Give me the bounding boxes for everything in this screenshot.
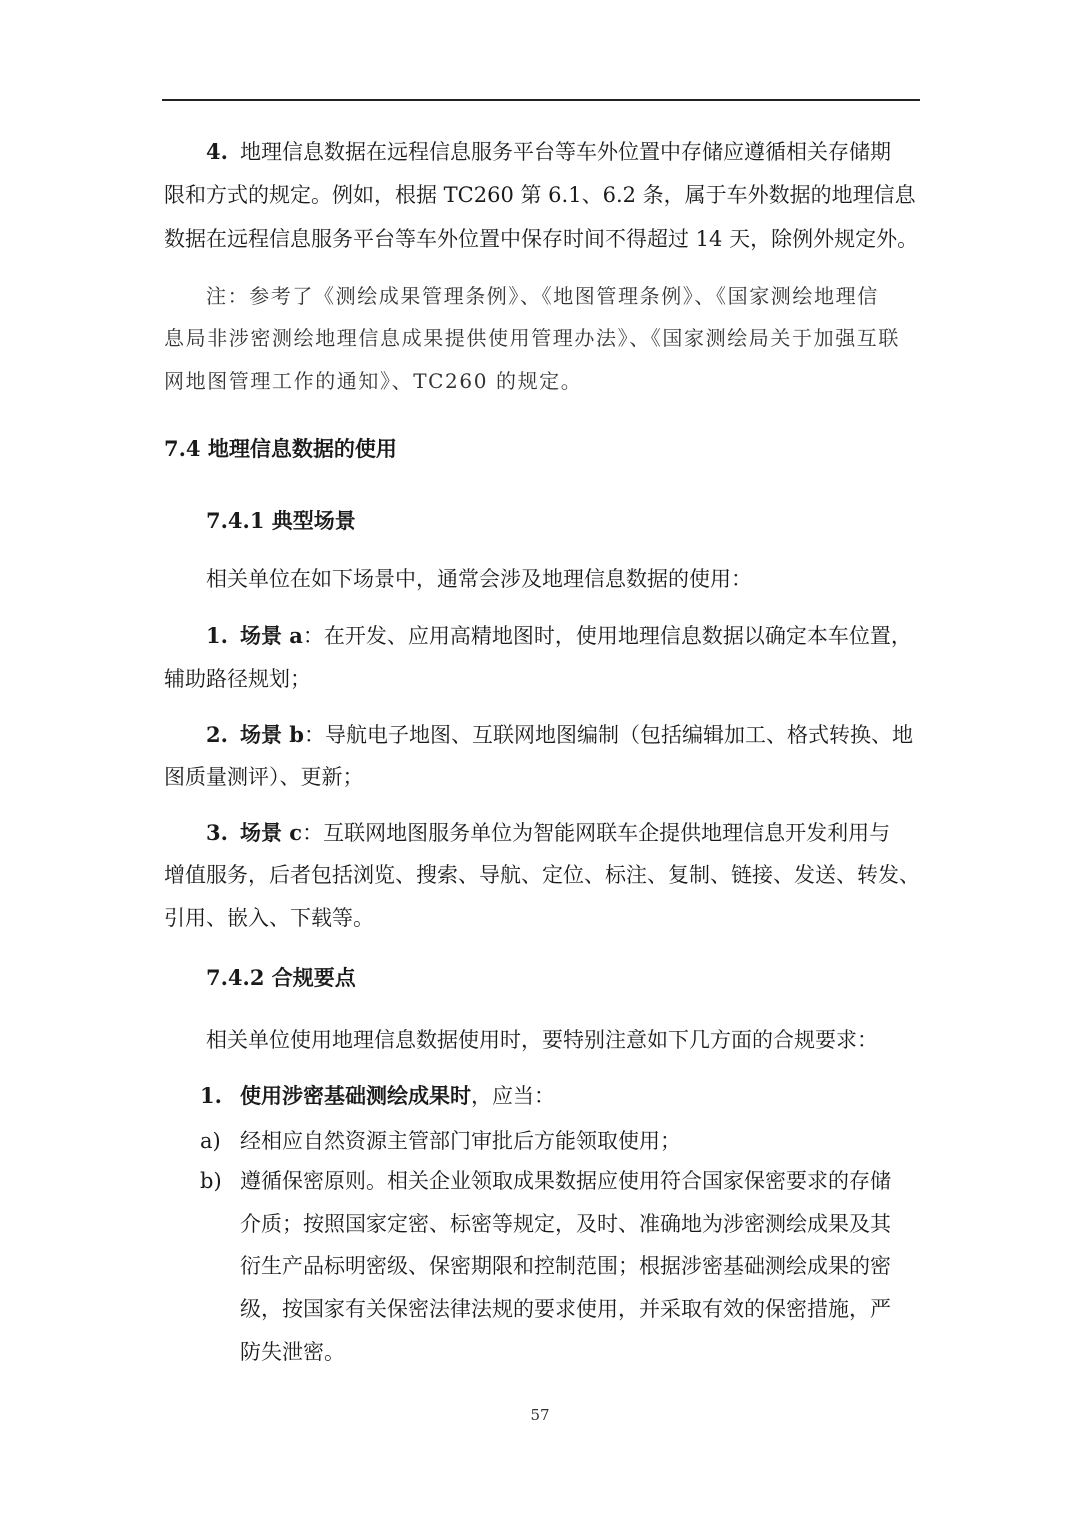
section-heading: 7.4 地理信息数据的使用: [164, 436, 397, 461]
paragraph-4-line-1: 4. 地理信息数据在远程信息服务平台等车外位置中存储应遵循相关存储期: [206, 137, 918, 167]
page-number: 57: [530, 1406, 550, 1424]
scenario-c-label: 场景 c: [240, 820, 303, 845]
note-line-1: 注：参考了《测绘成果管理条例》、《地图管理条例》、《国家测绘地理信: [206, 284, 879, 308]
compliance-item-1-a: a) 经相应自然资源主管部门审批后方能领取使用；: [200, 1129, 681, 1153]
paragraph-4-line-3: 数据在远程信息服务平台等车外位置中保存时间不得超过 14 天，除例外规定外。: [164, 227, 919, 251]
compliance-item-1-b-line-1: b) 遵循保密原则。相关企业领取成果数据应使用符合国家保密要求的存储: [200, 1169, 891, 1193]
header-rule: [162, 99, 920, 101]
scenario-a-line-1: 1. 场景 a：在开发、应用高精地图时，使用地理信息数据以确定本车位置，: [206, 623, 912, 648]
compliance-item-1-heading: 使用涉密基础测绘成果时: [240, 1083, 471, 1108]
subsection-heading-7-4-1: 7.4.1 典型场景: [206, 508, 356, 533]
compliance-item-1-b-line-2: 介质；按照国家定密、标密等规定，及时、准确地为涉密测绘成果及其: [240, 1212, 891, 1236]
scenario-c-line-2: 增值服务，后者包括浏览、搜索、导航、定位、标注、复制、链接、发送、转发、: [164, 863, 920, 887]
compliance-item-1-b-line-4: 级，按国家有关保密法律法规的要求使用，并采取有效的保密措施，严: [240, 1297, 891, 1321]
scenario-b-label: 场景 b: [240, 722, 304, 747]
compliance-item-1-b-line-3: 衍生产品标明密级、保密期限和控制范围；根据涉密基础测绘成果的密: [240, 1254, 891, 1278]
note-line-3: 网地图管理工作的通知》、TC260 的规定。: [164, 369, 583, 393]
paragraph-4-line-2: 限和方式的规定。例如，根据 TC260 第 6.1、6.2 条，属于车外数据的地理信息: [164, 183, 916, 207]
compliance-item-1: 1. 使用涉密基础测绘成果时，应当：: [200, 1083, 555, 1108]
paragraph-4-number: 4.: [206, 139, 228, 164]
scenario-b-line-1: 2. 场景 b：导航电子地图、互联网地图编制（包括编辑加工、格式转换、地: [206, 722, 913, 747]
scenario-c-line-1: 3. 场景 c：互联网地图服务单位为智能网联车企提供地理信息开发利用与: [206, 820, 891, 845]
compliance-item-1-b-line-5: 防失泄密。: [240, 1340, 345, 1364]
scenario-c-line-3: 引用、嵌入、下载等。: [164, 906, 374, 930]
subsection-heading-7-4-2: 7.4.2 合规要点: [206, 965, 356, 990]
note-line-2: 息局非涉密测绘地理信息成果提供使用管理办法》、《国家测绘局关于加强互联: [164, 326, 900, 350]
scenario-b-line-2: 图质量测评）、更新；: [164, 765, 364, 789]
scenario-intro: 相关单位在如下场景中，通常会涉及地理信息数据的使用：: [206, 567, 752, 591]
compliance-intro: 相关单位使用地理信息数据使用时，要特别注意如下几方面的合规要求：: [206, 1028, 878, 1052]
scenario-a-label: 场景 a: [240, 623, 303, 648]
scenario-a-line-2: 辅助路径规划；: [164, 667, 311, 691]
